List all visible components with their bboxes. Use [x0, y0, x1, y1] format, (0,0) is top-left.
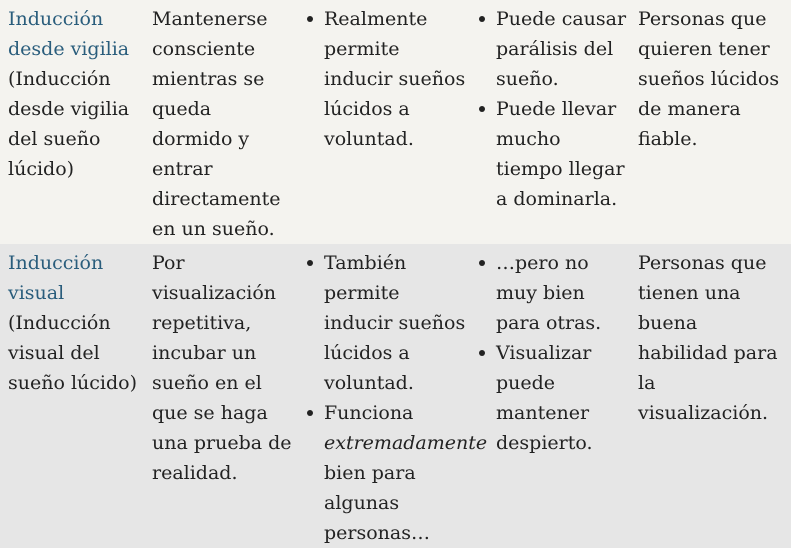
technique-full-name: (Inducción visual del sueño lúcido)	[8, 312, 137, 394]
technique-name: Inducción visual	[8, 252, 104, 304]
cons-cell	[466, 0, 630, 244]
description-cell: Mantenerse consciente mientras se queda dormido y entrar directamente en un sueño.	[144, 0, 294, 244]
recommended-for-cell: Personas que tienen una buena habilidad para la visualización.	[630, 244, 791, 548]
pros-list	[302, 248, 488, 548]
table-row	[0, 0, 791, 244]
pro-text-after: bien para algunas personas…	[324, 462, 430, 544]
list-item: Realmente permite inducir sueños lúcidos a voluntad.	[324, 4, 466, 154]
recommended-for-cell: Personas que quieren tener sueños lúcidos de manera fiable.	[630, 0, 791, 244]
cons-list	[474, 4, 630, 214]
list-item: También permite inducir sueños lúcidos a voluntad.	[324, 248, 466, 398]
technique-cell	[0, 0, 144, 244]
list-item: Puede causar parálisis del sueño.	[496, 4, 630, 94]
table-row	[0, 244, 791, 548]
pro-text-before: Funciona	[324, 402, 414, 424]
pros-cell	[294, 244, 488, 548]
list-item: …pero no muy bien para otras.	[496, 248, 630, 338]
description-cell: Por visualización repetitiva, incubar un sueño en el que se haga una prueba de realidad.	[144, 244, 294, 548]
cons-list	[474, 248, 630, 458]
technique-name: Inducción desde vigilia	[8, 8, 130, 60]
pro-text-emphasis: extremadamente	[324, 432, 488, 454]
list-item: Visualizar puede mantener despierto.	[496, 338, 630, 458]
technique-full-name: (Inducción desde vigilia del sueño lúcido)	[8, 68, 130, 180]
pros-cell	[294, 0, 466, 244]
list-item	[324, 398, 488, 548]
cons-cell	[466, 244, 630, 548]
pros-list	[302, 4, 466, 154]
technique-cell	[0, 244, 144, 548]
list-item: Puede llevar mucho tiempo llegar a dominarla.	[496, 94, 630, 214]
